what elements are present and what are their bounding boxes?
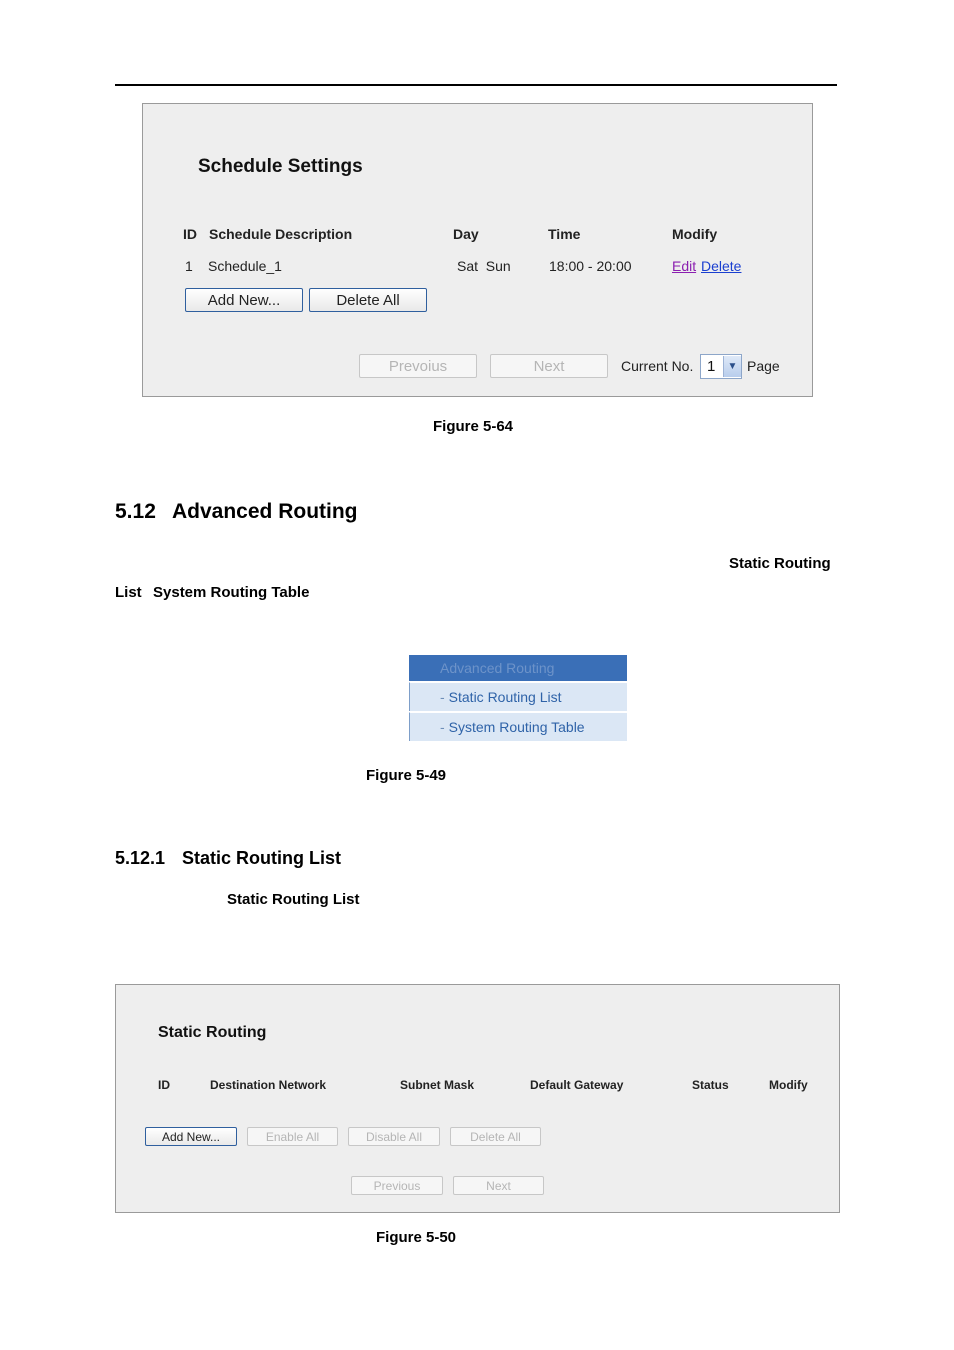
delete-all-button[interactable]: Delete All [309, 288, 427, 312]
static-previous-button[interactable]: Previous [351, 1176, 443, 1195]
static-next-button[interactable]: Next [453, 1176, 544, 1195]
col-header-modify: Modify [672, 226, 718, 242]
static-col-modify: Modify [769, 1078, 808, 1092]
figure-caption-50: Figure 5-50 [376, 1229, 457, 1246]
panel-title: Schedule Settings [198, 156, 363, 177]
chevron-down-icon[interactable]: ▼ [723, 356, 741, 377]
col-header-day: Day [453, 226, 479, 242]
figure-caption-64: Figure 5-64 [433, 418, 514, 435]
menu-item-system-routing-table[interactable]: - System Routing Table [409, 712, 627, 741]
next-button[interactable]: Next [490, 354, 608, 378]
static-col-subnet: Subnet Mask [400, 1078, 475, 1092]
enable-all-button[interactable]: Enable All [247, 1127, 338, 1146]
section-title: Advanced Routing [172, 500, 358, 523]
static-delete-all-button[interactable]: Delete All [450, 1127, 541, 1146]
col-header-description: Schedule Description [209, 226, 353, 242]
row-time: 18:00 - 20:00 [549, 258, 632, 274]
col-header-time: Time [548, 226, 581, 242]
advanced-routing-menu [409, 655, 627, 742]
add-new-button[interactable]: Add New... [185, 288, 303, 312]
menu-item-static-routing-list[interactable]: - Static Routing List [409, 682, 627, 711]
col-header-id: ID [183, 226, 197, 242]
row-id: 1 [185, 258, 193, 274]
delete-link[interactable]: Delete [701, 258, 742, 274]
menu-header[interactable]: Advanced Routing [409, 655, 627, 681]
subsection-bold-text: Static Routing List [227, 891, 360, 908]
page-label: Page [747, 358, 780, 374]
row-description: Schedule_1 [208, 258, 282, 274]
static-add-new-button[interactable]: Add New... [145, 1127, 237, 1146]
intro-bold-list: List [115, 584, 142, 601]
static-col-status: Status [692, 1078, 729, 1092]
current-page-select[interactable] [700, 354, 742, 379]
subsection-title: Static Routing List [182, 848, 341, 868]
static-col-gateway: Default Gateway [530, 1078, 624, 1092]
static-panel-title: Static Routing [158, 1024, 267, 1041]
subsection-number: 5.12.1 [115, 848, 166, 868]
figure-caption-49: Figure 5-49 [366, 767, 447, 784]
row-day: Sat Sun [457, 258, 511, 274]
previous-button[interactable]: Prevoius [359, 354, 477, 378]
static-col-id: ID [158, 1078, 170, 1092]
section-number: 5.12 [115, 500, 156, 523]
current-page-value: 1 [707, 358, 716, 375]
current-no-label: Current No. [621, 358, 694, 374]
schedule-settings-panel [142, 103, 813, 397]
intro-bold-static-routing: Static Routing [729, 555, 831, 572]
header-rule [115, 84, 837, 86]
static-col-destination: Destination Network [210, 1078, 327, 1092]
edit-link[interactable]: Edit [672, 258, 697, 274]
intro-bold-system-routing-table: System Routing Table [153, 584, 310, 601]
disable-all-button[interactable]: Disable All [348, 1127, 440, 1146]
